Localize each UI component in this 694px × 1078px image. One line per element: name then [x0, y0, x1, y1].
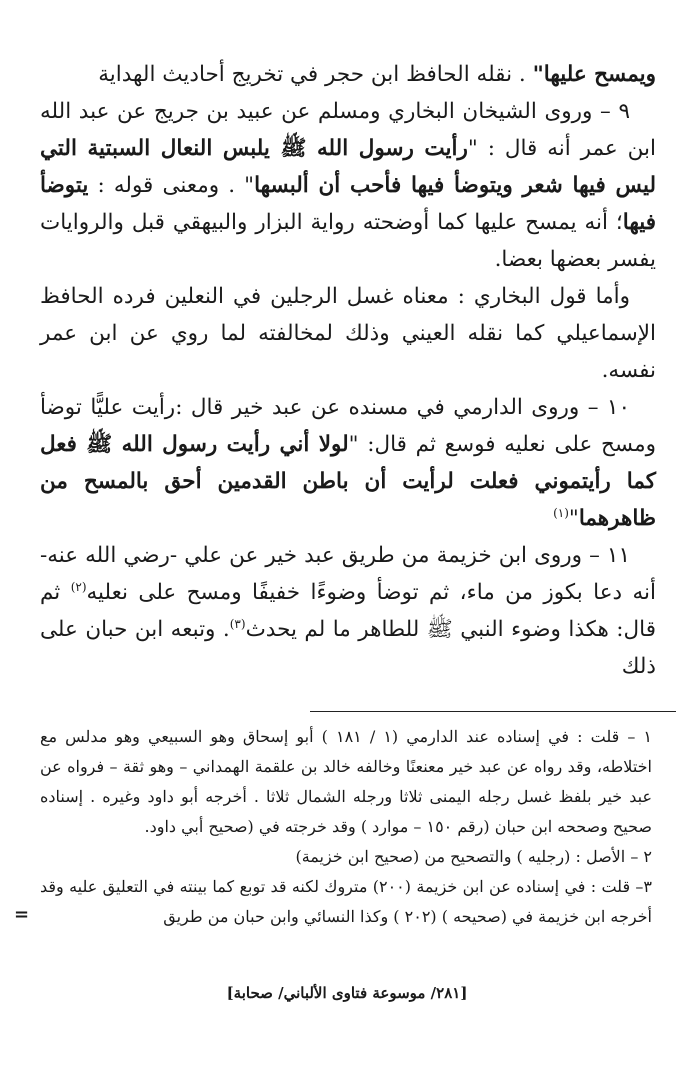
- paragraph-text: ": [568, 506, 579, 531]
- paragraph-text: " . ومعنى قوله :: [88, 173, 255, 198]
- footnote-ref-2: (٢): [70, 579, 87, 594]
- footnote-ref-3: (٣): [229, 616, 246, 631]
- footnote-3-text: ٣– قلت : في إسناده عن ابن خزيمة (٢٠٠) متروك لكنه قد توبع كما بينته في التعليق عليه وقد أخرجه ابن خزيمة في (صحيحه ) (٢٠٢ ) وكذا النسائي وابن حبان من طريق: [40, 877, 653, 926]
- footnote-1: ١ – قلت : في إسناده عند الدارمي (١ / ١٨١ ) أبو إسحاق وهو السبيعي وهو مدلس مع اختلاطه، وقد رواه عن عبد خير معنعنًا وخالفه خالد بن علقمة الهمداني – وهو ثقة – فرواه عن عبد خير بلفظ غسل رجله اليمنى ثلاثا ورجله الشمال ثلاثا . أخرجه أبو داود وغيره . إسناده صحيح وصححه ابن حبان (رقم ١٥٠ – موارد ) وقد خرجته في (صحيح أبي داود.: [40, 727, 653, 836]
- paragraph-text: ثم قال: هكذا وضوء النبي ﷺ للطاهر ما لم يحدث: [40, 580, 656, 642]
- paragraph-text: . وتبعه ابن حبان على ذلك: [40, 617, 656, 679]
- paragraph-text: ٩ – وروى الشيخان البخاري ومسلم عن عبيد بن جريج عن عبد الله ابن عمر أنه قال : ": [40, 99, 656, 161]
- quoted-phrase: يتوضأ فيها: [40, 173, 656, 235]
- paragraph-text: . نقله الحافظ ابن حجر في تخريج أحاديث الهداية: [98, 62, 526, 87]
- paragraph-continuation: [40, 56, 656, 93]
- footnote-2: ٢ – الأصل : (رجليه ) والتصحيح من (صحيح ابن خزيمة): [295, 847, 652, 866]
- footnote-3: [14, 872, 653, 932]
- quote-bold: ويمسح عليها": [532, 62, 656, 87]
- paragraph-text: ١٠ – وروى الدارمي في مسنده عن عبد خير قال :رأيت عليًّا توضأ ومسح على نعليه فوسع ثم قال: ": [40, 395, 656, 457]
- footnote-ref-1: (١): [553, 505, 569, 520]
- hadith-quote: رأيت رسول الله ﷺ يلبس النعال السبتية التي ليس فيها شعر ويتوضأ فيها فأحب أن ألبسها: [40, 136, 656, 198]
- footnote-divider: [310, 711, 676, 712]
- footnotes: [14, 722, 653, 932]
- paragraph-9: [40, 93, 656, 278]
- hadith-quote: لولا أني رأيت رسول الله ﷺ فعل كما رأيتموني فعلت لرأيت أن باطن القدمين أحق بالمسح من ظاهرهما: [40, 432, 656, 531]
- paragraph-text: ؛ أنه يمسح عليها كما أوضحته رواية البزار والبيهقي قبل والروايات يفسر بعضها بعضا.: [40, 210, 656, 272]
- page-footer: [٢٨١/ موسوعة فتاوى الألباني/ صحابة]: [226, 984, 468, 1002]
- paragraph-11: [40, 537, 656, 685]
- paragraph-bukhari: وأما قول البخاري : معناه غسل الرجلين في النعلين فرده الحافظ الإسماعيلي كما نقله العيني وذلك لمخالفته لما روي عن ابن عمر نفسه.: [40, 284, 656, 383]
- paragraph-10: [40, 389, 656, 537]
- continuation-mark: =: [14, 904, 30, 925]
- paragraph-text: ١١ – وروى ابن خزيمة من طريق عبد خير عن علي -رضي الله عنه- أنه دعا بكوز من ماء، ثم توضأ وضوءًا خفيفًا ومسح على نعليه: [40, 543, 656, 605]
- main-text: [40, 56, 656, 685]
